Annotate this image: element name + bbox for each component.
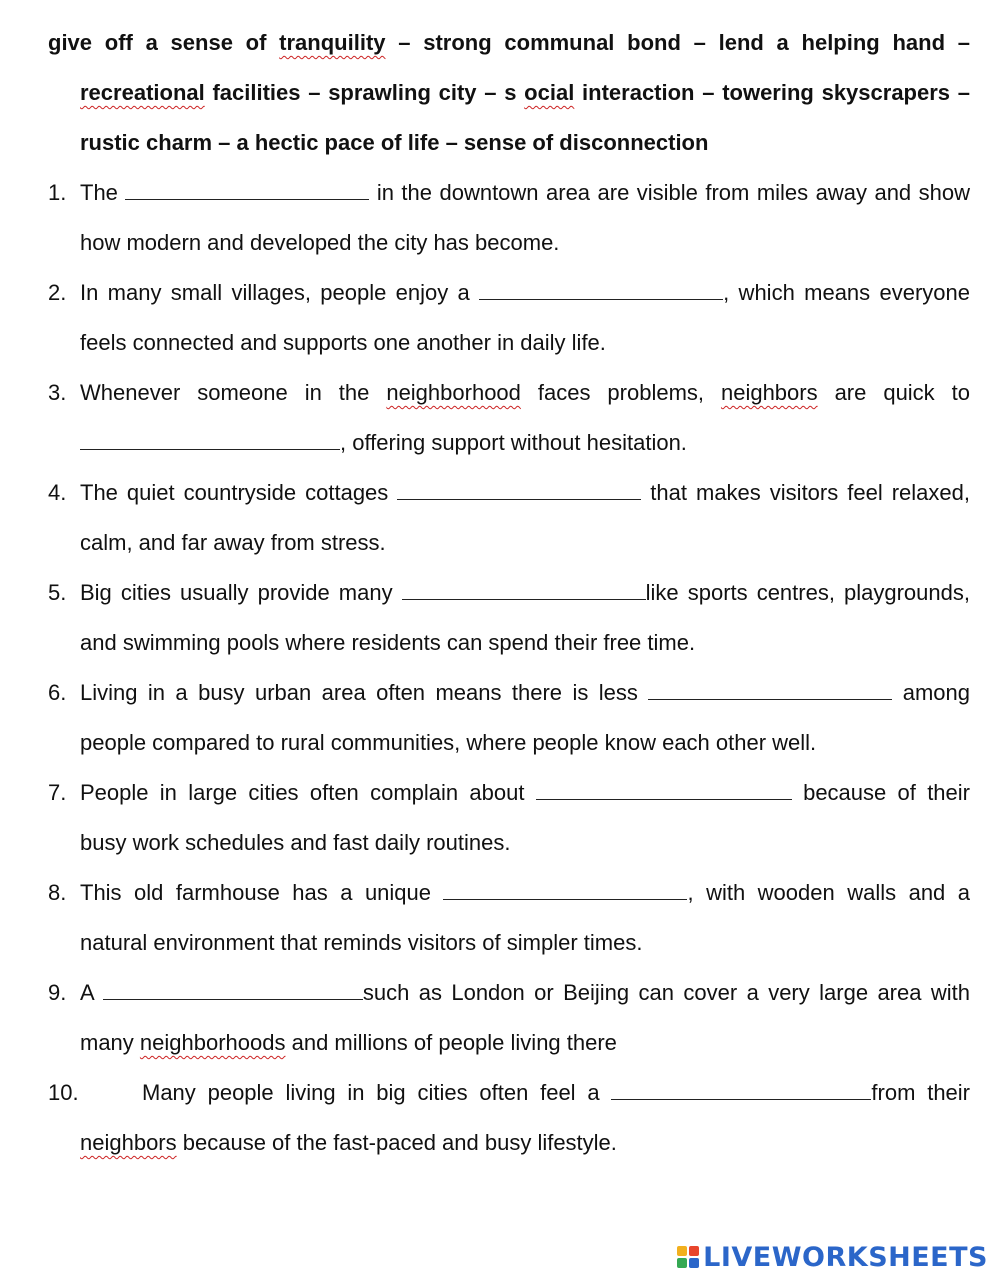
question-3: 3. Whenever someone in the neighborhood faces problems, neighbors are quick to , offering support without hesitation.	[48, 380, 970, 455]
answer-blank-9[interactable]	[103, 979, 363, 1000]
misspelled-word: tranquility	[279, 30, 386, 55]
answer-blank-7[interactable]	[536, 779, 792, 800]
logo-text: LIVEWORKSHEETS	[703, 1241, 988, 1273]
logo-square	[689, 1246, 699, 1256]
answer-blank-10[interactable]	[611, 1079, 871, 1100]
answer-blank-2[interactable]	[479, 279, 723, 300]
question-2: 2. In many small villages, people enjoy a , which means everyone feels connected and supports one another in daily life.	[48, 280, 970, 355]
logo-square	[677, 1246, 687, 1256]
word-bank: give off a sense of tranquility – strong communal bond – lend a helping hand – recreational facilities – sprawling city – s ocial interaction – towering skyscrapers – rustic charm – a hectic pace of life – sense of disconnection	[48, 30, 970, 155]
question-7: 7. People in large cities often complain about because of their busy work schedules and fast daily routines.	[48, 780, 970, 855]
liveworksheets-logo	[677, 1240, 988, 1274]
question-9: 9. A such as London or Beijing can cover a very large area with many neighborhoods and millions of people living there	[48, 980, 970, 1055]
question-5: 5. Big cities usually provide many like sports centres, playgrounds, and swimming pools where residents can spend their free time.	[48, 580, 970, 655]
question-4: 4. The quiet countryside cottages that makes visitors feel relaxed, calm, and far away from stress.	[48, 480, 970, 555]
answer-blank-1[interactable]	[125, 179, 369, 200]
answer-blank-4[interactable]	[397, 479, 641, 500]
logo-square	[689, 1258, 699, 1268]
misspelled-word: recreational	[80, 80, 205, 105]
question-1: 1. The in the downtown area are visible from miles away and show how modern and developed the city has become.	[48, 180, 970, 255]
question-8: 8. This old farmhouse has a unique , with wooden walls and a natural environment that reminds visitors of simpler times.	[48, 880, 970, 955]
answer-blank-8[interactable]	[443, 879, 687, 900]
logo-square	[677, 1258, 687, 1268]
misspelled-word: ocial	[524, 80, 575, 105]
worksheet	[48, 18, 970, 1168]
answer-blank-5[interactable]	[402, 579, 646, 600]
liveworksheets-logo-icon	[677, 1246, 699, 1268]
answer-blank-3[interactable]	[80, 429, 340, 450]
question-6: 6. Living in a busy urban area often means there is less among people compared to rural communities, where people know each other well.	[48, 680, 970, 755]
answer-blank-6[interactable]	[648, 679, 892, 700]
question-10: 10. Many people living in big cities often feel a from their neighbors because of the fast-paced and busy lifestyle.	[48, 1080, 970, 1155]
